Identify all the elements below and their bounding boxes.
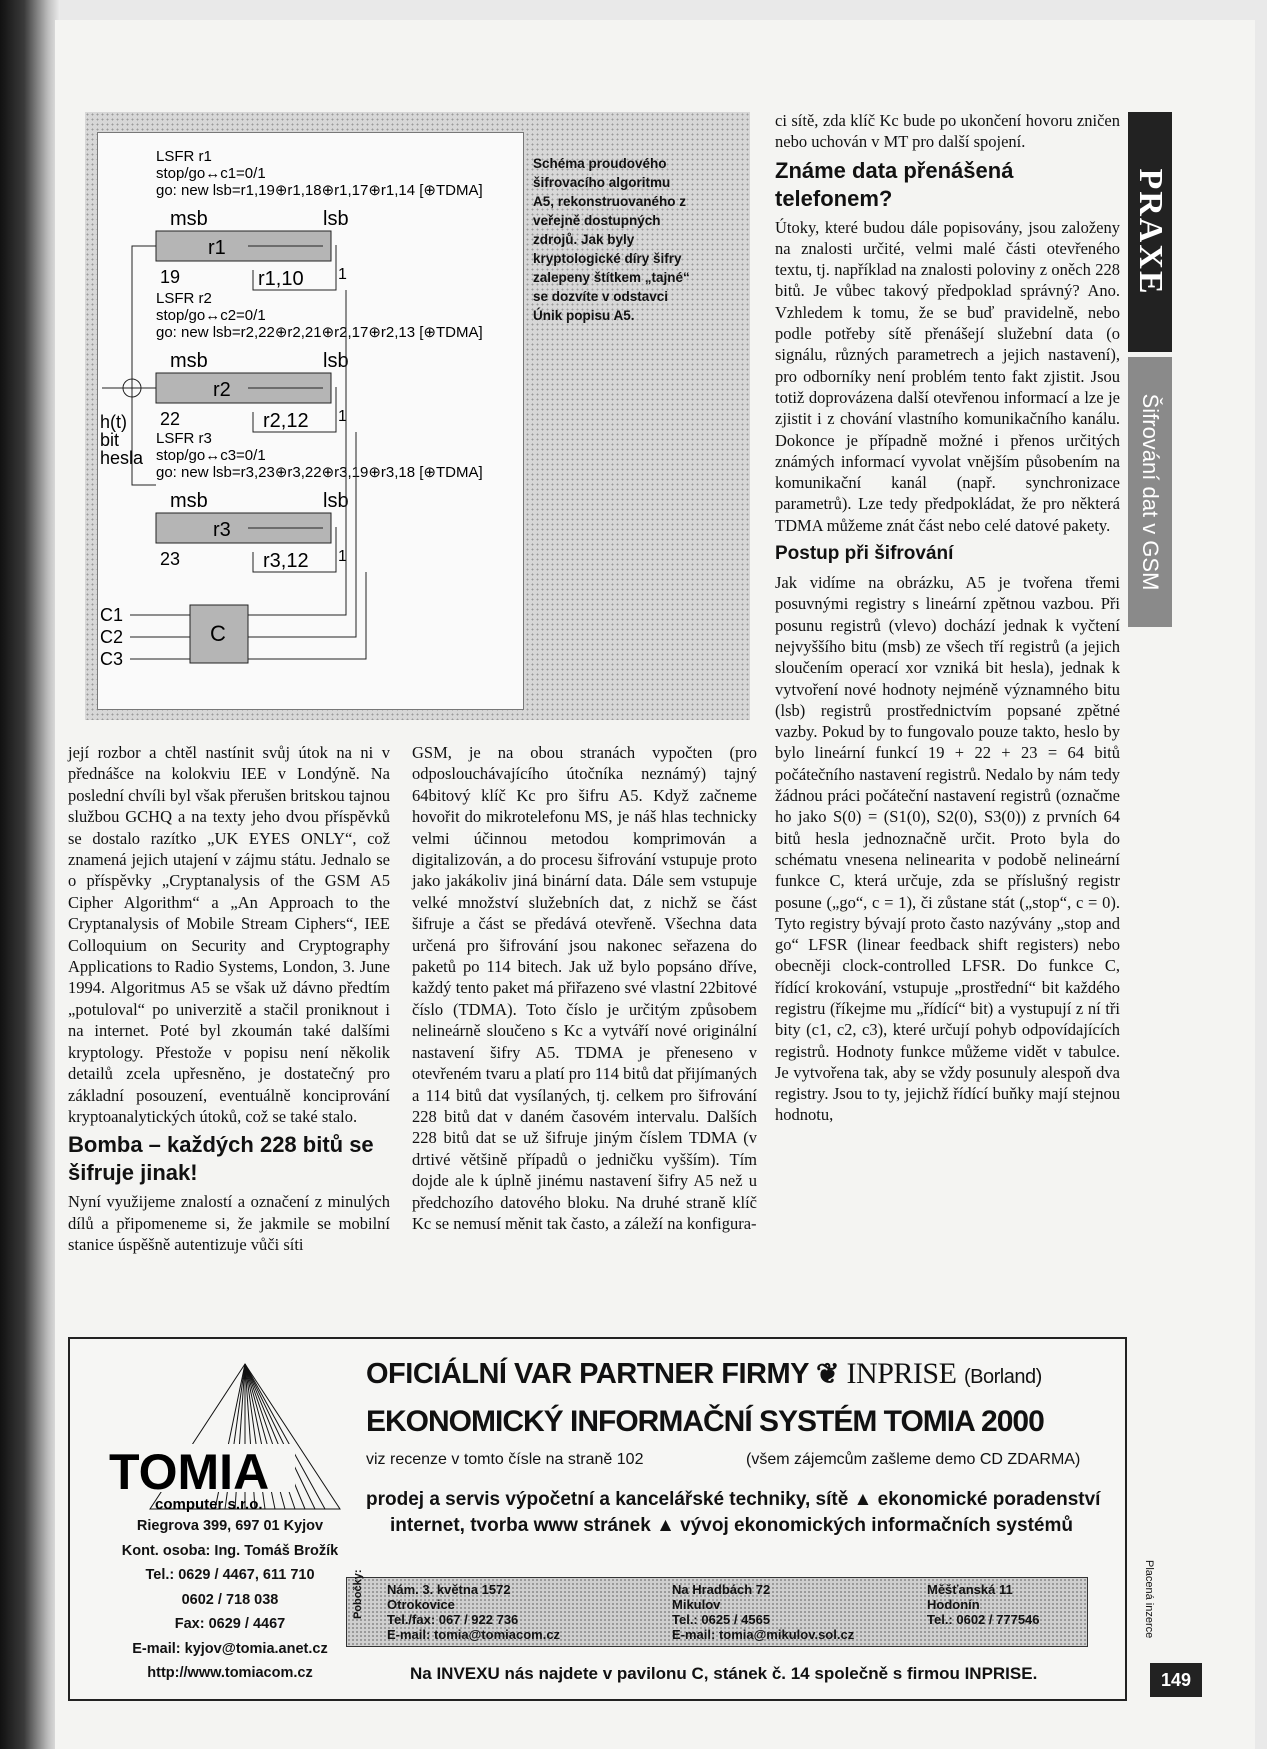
contact-block: [100, 1514, 360, 1686]
ht-label: h(t): [100, 412, 127, 432]
lsfr1-go: go: new lsb=r1,19⊕r1,18⊕r1,17⊕r1,14 [⊕TDMA]: [156, 182, 483, 199]
section-label: PRAXE: [1132, 168, 1169, 296]
column-1: [68, 742, 390, 1256]
branch-otrokovice: Nám. 3. května 1572 Otrokovice Tel./fax: 067 / 922 736 E-mail: tomia@tomiacom.cz: [387, 1582, 561, 1642]
r2-c-bit: 1: [338, 408, 347, 425]
demo-note: (všem zájemcům zašleme demo CD ZDARMA): [746, 1451, 1081, 1468]
column-2: [412, 742, 757, 1234]
page-number: 149: [1150, 1663, 1202, 1697]
a5-diagram: [97, 132, 524, 710]
hesla-label: hesla: [100, 448, 144, 468]
c3-label: C3: [100, 649, 124, 669]
paid-advertising-label: Placená inzerce: [1143, 1560, 1155, 1639]
col3-heading-2: Postup při šifrování: [775, 543, 954, 565]
topic-label: Šifrování dat v GSM: [1138, 393, 1163, 591]
lsfr1-stop: stop/go↔c1=0/1: [156, 165, 266, 182]
r2-label: r2: [213, 379, 231, 401]
r3-label: r3: [213, 519, 231, 541]
tomia-logo: [95, 1349, 345, 1519]
review-note: viz recenze v tomto čísle na straně 102: [366, 1451, 644, 1468]
mobile: 0602 / 718 038: [181, 1591, 279, 1608]
ad-headline-1: OFICIÁLNÍ VAR PARTNER FIRMY ❦ INPRISE (Borland): [366, 1357, 1042, 1390]
email-link[interactable]: E-mail: kyjov@tomia.anet.cz: [132, 1640, 328, 1657]
logo-text: TOMIA: [109, 1444, 270, 1500]
r3-tap-label: r3,12: [263, 550, 309, 572]
branch-hodonin: Měšťanská 11 Hodonín Tel.: 0602 / 777546: [927, 1582, 1040, 1627]
services-line-2: internet, tvorba www stránek ▲ vývoj ekonomických informačních systémů: [390, 1515, 1073, 1536]
lsfr3-stop: stop/go↔c3=0/1: [156, 447, 266, 464]
contact-person: Kont. osoba: Ing. Tomáš Brožík: [121, 1542, 339, 1559]
r2-tap-label: r2,12: [263, 410, 309, 432]
branches-box: [346, 1569, 1088, 1647]
section-side-tab: [1128, 112, 1172, 632]
lsfr3-title: LSFR r3: [156, 430, 212, 447]
col3-paragraph-3: Jak vidíme na obrázku, A5 je tvořena třemi posuvnými registry s lineární zpětnou vazbou. Při posunu registrů (vlevo) dochází jednak k vyčtení nejvyššího bitu (msb) ze všech tří registrů (a jejich sloučením operací xor vzniká bit hesla), jednak k vytvoření nové hodnoty nejméně významného bitu (lsb) registrů prostřednictvím popsané zpětné vazby. Pokud by to fungovalo pouze takto, heslo by bylo lineární funkcí 19 + 22 + 23 = 64 bitů počátečního nastavení registrů. Nedalo by nám tedy žádnou práci počáteční nastavení registrů (označme ho jako S(0) = (S1(0), S2(0), S3(0)) z prvních 64 bitů hesla jednoznačně určit. Proto byla do schématu vnesena nelinearita v podobě nelineární funkce C, která určuje, zda se příslušný registr posune („go“, c = 1), či zůstane stát („stop“, c = 0). Tyto registry bývají proto často nazývány „stop and go“ LFSR (linear feedback shift registers) nebo obecněji clock-controlled LFSR. Do funkce C, řídící krokování, vstupuje „prostřední“ bit každého registru (říkejme mu „řídící“ bit) a vystupují z ní tři bity (c1, c2, c3), které určují pohyb odpovídajících registrů. Hodnoty funkce můžeme vidět v tabulce. Je vytvořena tak, aby se vždy posunuly alespoň dva registry. Jsou to ty, jejichž řídící buňky mají stejnou hodnotu,: [775, 573, 1120, 1125]
tomia-advertisement: [68, 1337, 1127, 1701]
website-link[interactable]: http://www.tomiacom.cz: [147, 1665, 313, 1681]
col1-paragraph-2: Nyní využijeme znalostí a označení z minulých dílů a připomeneme si, že jakmile se mobilní stanice úspěšně autentizuje vůči síti: [68, 1192, 390, 1255]
col1-paragraph-1: její rozbor a chtěl nastínit svůj útok na ni v přednášce na kolokviu IEE v Londýně. Na poslední chvíli byl však přerušen britskou tajnou službou GCHQ a na texty jeho dvou příspěvků se dostalo razítko „UK EYES ONLY“, což znamená jejich utajení v zájmu státu. Jednalo se o příspěvky „Cryptanalysis of the GSM A5 Cipher Algorithm“ a „An Approach to the Cryptanalysis of Mobile Stream Ciphers“, IEE Colloquium on Security and Cryptography Applications to Radio Systems, London, 3. June 1994. Algoritmus A5 se však už dávno předtím „potuloval“ po univerzitě a stačil proniknout i na internet. Poté byl zkoumán také dalšími kryptology. Přestože v popisu není několik detailů zcela upřesněno, je dostatečný pro základní posouzení, eventuálně konciprování kryptoanalytických útoků, což se také stalo.: [68, 743, 390, 1126]
borland-label: (Borland): [963, 1366, 1042, 1388]
lsfr2-title: LSFR r2: [156, 290, 212, 307]
r1-tap-label: r1,10: [258, 268, 304, 290]
telephone: Tel.: 0629 / 4467, 611 710: [145, 1567, 315, 1583]
r2-msb-label: msb: [170, 350, 208, 372]
lsfr2-go: go: new lsb=r2,22⊕r2,21⊕r2,17⊕r2,13 [⊕TDMA]: [156, 324, 483, 341]
services-line-1: prodej a servis výpočetní a kancelářské techniky, sítě ▲ ekonomické poradenství: [366, 1489, 1101, 1510]
figure-caption: Schéma proudového šifrovacího algoritmu A5, rekonstruovaného z veřejně dostupných zdrojů. Jak byly kryptologické díry šifry zalepeny štítkem „tajné“ se dozvíte v odstavci Únik popisu A5.: [533, 156, 690, 323]
address: Riegrova 399, 697 01 Kyjov: [136, 1518, 324, 1534]
col3-paragraph-2: Útoky, které budou dále popisovány, jsou založeny na znalosti určité, velmi malé části otevřeného textu, tj. například na znalosti poloviny z oněch 228 bitů. Je vůbec takový předpoklad správný? Ano. Vzhledem k tomu, že se buď pravidelně, nebo podle potřeby sítě přenášejí služební data (o signálu, různých parametrech a jejich nastavení), pro odborníky není problém tento fakt zjistit. Jsou totiž doprovázena další otevřenou informací a lze je zjistit i z chování vlastního komunikačního kanálu. Dokonce je případně možné i přenos určitých známých informací vyvolat vnějším působením na komunikační kanál (např. synchronizace parametrů). Lze tedy předpokládat, že pro některá TDMA můžeme znát část nebo celé datové pakety.: [775, 217, 1120, 535]
inprise-brand: INPRISE: [846, 1357, 957, 1390]
lsfr3-go: go: new lsb=r3,23⊕r3,22⊕r3,19⊕r3,18 [⊕TDMA]: [156, 464, 483, 481]
ad-headline-2: EKONOMICKÝ INFORMAČNÍ SYSTÉM TOMIA 2000: [366, 1405, 1044, 1438]
col3-heading-1: Známe data přenášená telefonem?: [775, 157, 1014, 211]
inprise-logo-icon: ❦: [816, 1358, 839, 1389]
lsfr2-stop: stop/go↔c2=0/1: [156, 307, 266, 324]
r3-msb-index: 23: [160, 549, 181, 569]
r1-msb-label: msb: [170, 208, 208, 230]
r3-lsb-label: lsb: [323, 490, 349, 512]
r1-label: r1: [208, 237, 226, 259]
logo-subtitle: computer s.r.o.: [155, 1496, 263, 1513]
col2-paragraph-1: GSM, je na obou stranách vypočten (pro odposlouchávajícího útočníka neznámý) tajný 64bitový klíč Kc pro šifru A5. Když začneme hovořit do mikrotelefonu MS, je náš hlas technicky velmi účinnou metodou komprimován a digitalizován, a do procesu šifrování vstupuje proto jako jakákoliv jiná binární data. Dále sem vstupuje velké množství služebních dat, z nichž se část šifruje a část se předává otevřeně. Všechna data určená pro šifrování jsou nakonec seřazena do paketů po 114 bitech. Jak už bylo popsáno dříve, každý tento paket má přiřazeno své vlastní 22bitové číslo (TDMA). Toto číslo je určitým způsobem nelineárně sloučeno s Kc a vytváří nové originální nastavení šifry A5. TDMA je přeneseno v otevřeném tvaru a platí pro 114 bitů dat přijímaných a 114 bitů dat vysílaných, tj. celkem pro šifrování 228 bitů dat v daném časovém intervalu. Dalších 228 bitů dat se už šifruje jiným číslem TDMA (v drtivé většině případů o jedničku vyšším). Tím dojde ale k úplně jinému nastavení šifry A5 než u předchozího datového bloku. Na druhé straně klíč Kc se nemusí měnit tak často, a záleží na konfigura-: [412, 743, 757, 1233]
topic-tab: [1128, 357, 1172, 627]
r2-msb-index: 22: [160, 409, 181, 429]
r3-msb-label: msb: [170, 490, 208, 512]
r1-lsb-label: lsb: [323, 208, 349, 230]
c2-label: C2: [100, 627, 124, 647]
fax: Fax: 0629 / 4467: [174, 1616, 286, 1632]
r2-lsb-label: lsb: [323, 350, 349, 372]
bit-label: bit: [100, 430, 120, 450]
r1-msb-index: 19: [160, 267, 181, 287]
col1-heading: Bomba – každých 228 bitů se šifruje jinak!: [68, 1132, 374, 1186]
a5-diagram-svg: [98, 133, 523, 709]
invex-footer: Na INVEXU nás najdete v pavilonu C, stánek č. 14 společně s firmou INPRISE.: [410, 1664, 1038, 1683]
lsfr1-title: LSFR r1: [156, 148, 212, 165]
c1-label: C1: [100, 605, 124, 625]
a5-figure: [85, 112, 750, 720]
branches-label: Pobočky:: [352, 1569, 364, 1619]
r1-c-bit: 1: [338, 266, 347, 283]
column-3: [775, 110, 1120, 1126]
section-tab-praxe: [1128, 112, 1172, 352]
page-binding-shadow: [0, 0, 60, 1749]
r3-c-bit: 1: [338, 548, 347, 565]
branch-mikulov: Na Hradbách 72 Mikulov Tel.: 0625 / 4565 E-mail: tomia@mikulov.sol.cz: [672, 1582, 855, 1642]
col3-paragraph-1: ci sítě, zda klíč Kc bude po ukončení hovoru zničen nebo uchován v MT pro další spojení.: [775, 111, 1120, 152]
c-function-label: C: [210, 621, 226, 646]
